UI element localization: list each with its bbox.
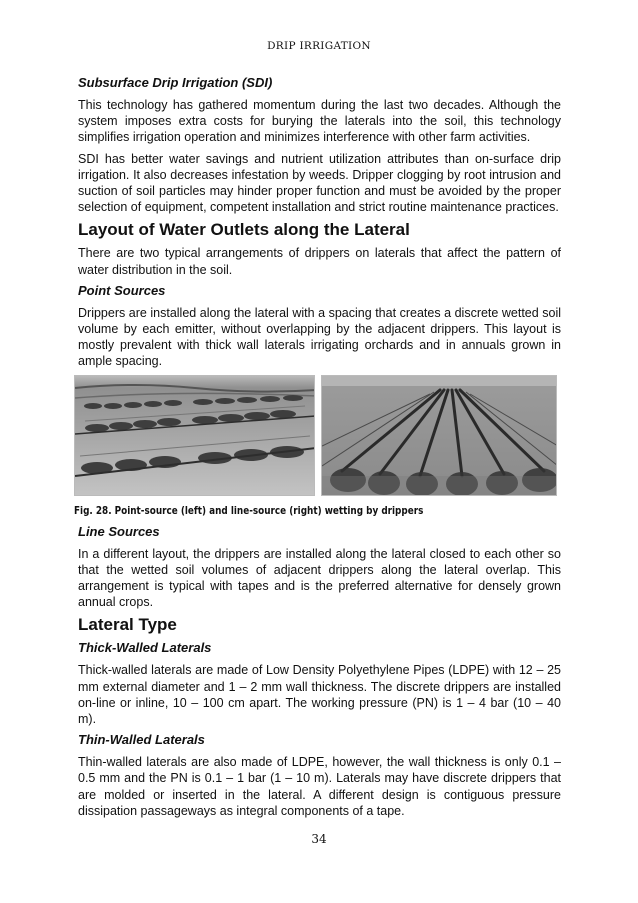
lateral-type-heading: Lateral Type — [78, 615, 177, 635]
line-sources-heading: Line Sources — [78, 523, 160, 539]
page-number: 34 — [311, 832, 327, 846]
point-sources-heading: Point Sources — [78, 282, 166, 298]
layout-intro: There are two typical arrangements of drippers on laterals that affect the pattern of water distribution in the soil. — [78, 246, 561, 277]
line-source-wetting-photo — [321, 375, 557, 496]
running-header: DRIP IRRIGATION — [267, 40, 371, 52]
thick-walled-heading: Thick-Walled Laterals — [78, 640, 212, 656]
sdi-paragraph-1: This technology has gathered momentum during the last two decades. Although the system imposes extra costs for burying the laterals into the soil, this technology simplifies irrigation operation and minimizes interference with other farm activities. — [78, 98, 561, 145]
sdi-paragraph-2: SDI has better water savings and nutrient utilization attributes than on-surface drip irrigation. It also decreases infestation by weeds. Dripper clogging by root intrusion and suction of soil particles may hinder proper function and must be avoided by the proper selection of equipment, competent installation and strict routine maintenance practices. — [78, 151, 561, 215]
line-sources-text: In a different layout, the drippers are installed along the lateral closed to each other so that the wetted soil volumes of adjacent drippers along the lateral overlap. This arrangement is typical with tapes and is the preferred alternative for densely grown annual crops. — [78, 546, 561, 610]
thick-walled-text: Thick-walled laterals are made of Low Density Polyethylene Pipes (LDPE) with 12 – 25 mm external diameter and 1 – 2 mm wall thickness. The discrete drippers are installed on-line or inline, 10 – 100 cm apart. The working pressure (PN) is 1 – 4 bar (10 – 40 m). — [78, 663, 561, 727]
thin-walled-heading: Thin-Walled Laterals — [78, 732, 205, 748]
layout-heading: Layout of Water Outlets along the Lateral — [78, 220, 410, 240]
figure-caption: Fig. 28. Point-source (left) and line-source (right) wetting by drippers — [74, 504, 424, 517]
page-content — [74, 75, 561, 824]
sdi-heading: Subsurface Drip Irrigation (SDI) — [78, 75, 273, 90]
figure-28 — [74, 375, 557, 496]
point-source-wetting-photo — [74, 375, 315, 496]
thin-walled-text: Thin-walled laterals are also made of LDPE, however, the wall thickness is only 0.1 – 0.5 mm and the PN is 0.1 – 1 bar (1 – 10 m). Laterals may have discrete drippers that are molded or inserted in the lateral. A different design is contiguous pressure dissipation passageways as integral components of a tape. — [78, 755, 561, 818]
point-sources-text: Drippers are installed along the lateral with a spacing that creates a discrete wetted soil volume by each emitter, without overlapping by the adjacent drippers. This layout is mostly prevalent with thick wall laterals irrigating orchards and in annuals grown in ample spacing. — [78, 305, 561, 369]
